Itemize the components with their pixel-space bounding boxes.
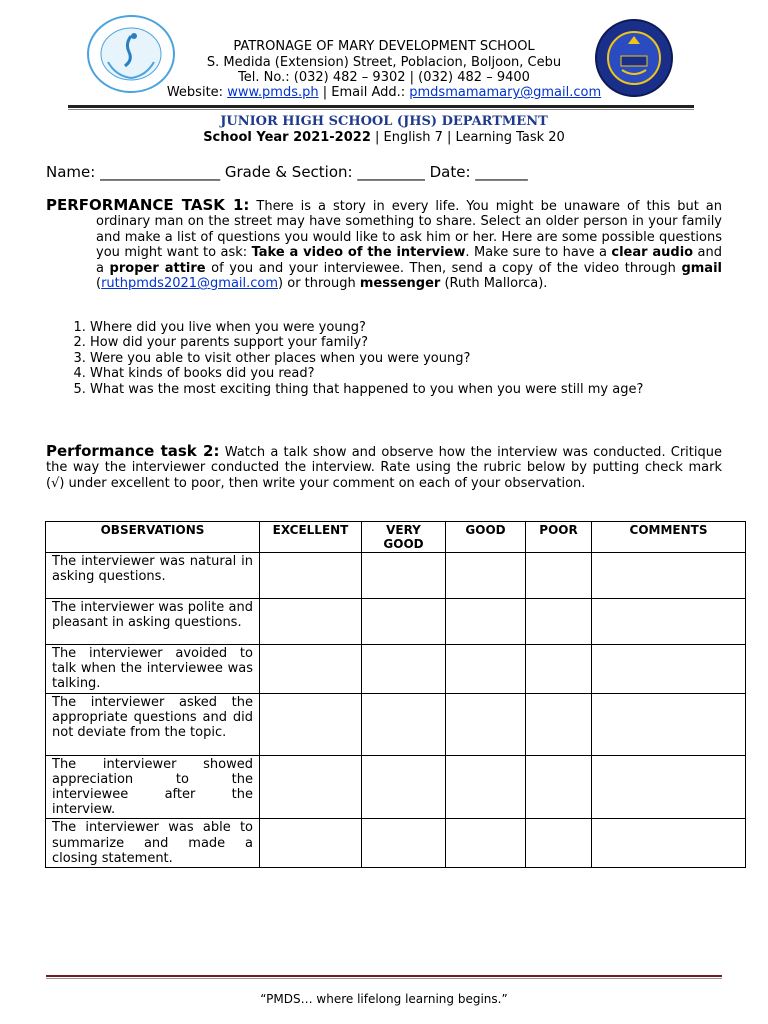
school-telephone: Tel. No.: (032) 482 – 9302 | (032) 482 – 9400 bbox=[238, 70, 530, 85]
comment-cell[interactable] bbox=[592, 819, 746, 868]
rating-cell[interactable] bbox=[526, 755, 592, 819]
task1-text: and a bbox=[96, 245, 723, 276]
task1-text: of you and your interviewee. Then, send a copy of the video through bbox=[205, 260, 682, 276]
rating-cell[interactable] bbox=[526, 599, 592, 645]
header-divider-thin bbox=[68, 109, 694, 110]
comment-cell[interactable] bbox=[592, 599, 746, 645]
rubric-table bbox=[45, 521, 746, 868]
task1-text: . Make sure to have a bbox=[465, 245, 612, 261]
question-item: 5. What was the most exciting thing that happened to you when you were still my age? bbox=[90, 382, 722, 397]
question-item: 2. How did your parents support your family? bbox=[90, 335, 722, 350]
question-item: 1. Where did you live when you were young? bbox=[90, 320, 722, 335]
observation-cell: The interviewer showed appreciation to the interviewee after the interview. bbox=[46, 755, 260, 819]
website-label: Website: bbox=[166, 85, 228, 100]
email-label: | Email Add.: bbox=[318, 85, 410, 100]
observation-cell: The interviewer asked the appropriate questions and did not deviate from the topic. bbox=[46, 693, 260, 755]
task2-heading: Performance task 2: bbox=[46, 442, 220, 460]
rating-cell[interactable] bbox=[362, 755, 446, 819]
school-year-line bbox=[0, 130, 768, 145]
footer-motto: “PMDS… where lifelong learning begins.” bbox=[260, 992, 508, 1006]
header-poor: POOR bbox=[526, 522, 592, 553]
rating-cell[interactable] bbox=[260, 553, 362, 599]
task2-text: Watch a talk show and observe how the interview was conducted. Critique the way the interviewer conducted the interview. Rate using the rubric below by putting check mark (√) under excellent to poor, then write your comment on each of your observation. bbox=[46, 445, 722, 491]
task1-bold-messenger: messenger bbox=[359, 276, 441, 292]
rating-cell[interactable] bbox=[260, 819, 362, 868]
school-year: School Year 2021-2022 bbox=[203, 130, 371, 145]
question-item: 4. What kinds of books did you read? bbox=[90, 366, 722, 381]
rating-cell[interactable] bbox=[446, 599, 526, 645]
comment-cell[interactable] bbox=[592, 645, 746, 694]
rating-cell[interactable] bbox=[260, 693, 362, 755]
footer-divider bbox=[46, 975, 722, 977]
task1-heading: PERFORMANCE TASK 1: bbox=[46, 196, 250, 214]
observation-cell: The interviewer avoided to talk when the interviewee was talking. bbox=[46, 645, 260, 694]
school-contact bbox=[0, 85, 768, 100]
question-item: 3. Were you able to visit other places when you were young? bbox=[90, 351, 722, 366]
subject-task: | English 7 | Learning Task 20 bbox=[370, 130, 565, 145]
table-row bbox=[46, 693, 746, 755]
header-good: GOOD bbox=[446, 522, 526, 553]
rating-cell[interactable] bbox=[446, 645, 526, 694]
table-header-row bbox=[46, 522, 746, 553]
performance-task-2 bbox=[46, 444, 722, 491]
rating-cell[interactable] bbox=[446, 693, 526, 755]
observation-cell: The interviewer was polite and pleasant in asking questions. bbox=[46, 599, 260, 645]
rating-cell[interactable] bbox=[446, 755, 526, 819]
task1-text: ) or through bbox=[278, 276, 360, 292]
website-link[interactable]: www.pmds.ph bbox=[227, 85, 319, 100]
header-observations: OBSERVATIONS bbox=[46, 522, 260, 553]
rating-cell[interactable] bbox=[362, 599, 446, 645]
rating-cell[interactable] bbox=[362, 645, 446, 694]
school-address: S. Medida (Extension) Street, Poblacion, Boljoon, Cebu bbox=[206, 55, 562, 70]
department-title: JUNIOR HIGH SCHOOL (JHS) DEPARTMENT bbox=[220, 114, 548, 129]
observation-cell: The interviewer was natural in asking questions. bbox=[46, 553, 260, 599]
school-name: PATRONAGE OF MARY DEVELOPMENT SCHOOL bbox=[233, 39, 535, 54]
task1-bold-audio: clear audio bbox=[611, 245, 694, 261]
task1-bold-video: Take a video of the interview bbox=[251, 245, 466, 261]
rating-cell[interactable] bbox=[260, 645, 362, 694]
rating-cell[interactable] bbox=[446, 553, 526, 599]
task1-email-link[interactable]: ruthpmds2021@gmail.com bbox=[101, 276, 279, 292]
comment-cell[interactable] bbox=[592, 755, 746, 819]
table-row bbox=[46, 553, 746, 599]
table-row bbox=[46, 599, 746, 645]
task1-bold-gmail: gmail bbox=[681, 260, 722, 276]
header-very-good: VERY GOOD bbox=[362, 522, 446, 553]
task1-text: There is a story in every life. You might be unaware of this but an ordinary man on the street may have something to share. Select an older person in your family and make a list of questions you would like to ask him or her. Here are some possible questions you might want to ask: bbox=[96, 199, 723, 261]
table-row bbox=[46, 755, 746, 819]
rating-cell[interactable] bbox=[362, 819, 446, 868]
rating-cell[interactable] bbox=[526, 693, 592, 755]
question-list bbox=[46, 320, 722, 397]
rating-cell[interactable] bbox=[526, 819, 592, 868]
task1-bold-attire: proper attire bbox=[109, 260, 206, 276]
table-row bbox=[46, 645, 746, 694]
comment-cell[interactable] bbox=[592, 553, 746, 599]
observation-cell: The interviewer was able to summarize and made a closing statement. bbox=[46, 819, 260, 868]
rating-cell[interactable] bbox=[260, 755, 362, 819]
table-row bbox=[46, 819, 746, 868]
rating-cell[interactable] bbox=[362, 693, 446, 755]
header-comments: COMMENTS bbox=[592, 522, 746, 553]
rating-cell[interactable] bbox=[362, 553, 446, 599]
rating-cell[interactable] bbox=[526, 553, 592, 599]
rating-cell[interactable] bbox=[446, 819, 526, 868]
student-info-line: Name: ________________ Grade & Section: _________ Date: _______ bbox=[46, 163, 528, 181]
rating-cell[interactable] bbox=[526, 645, 592, 694]
performance-task-1-body bbox=[46, 198, 722, 291]
comment-cell[interactable] bbox=[592, 693, 746, 755]
header-divider bbox=[68, 105, 694, 108]
task1-text: (Ruth Mallorca). bbox=[440, 276, 548, 292]
email-link[interactable]: pmdsmamamary@gmail.com bbox=[409, 85, 602, 100]
footer-divider-thin bbox=[46, 978, 722, 979]
rating-cell[interactable] bbox=[260, 599, 362, 645]
task1-text: ( bbox=[96, 276, 102, 292]
header-excellent: EXCELLENT bbox=[260, 522, 362, 553]
